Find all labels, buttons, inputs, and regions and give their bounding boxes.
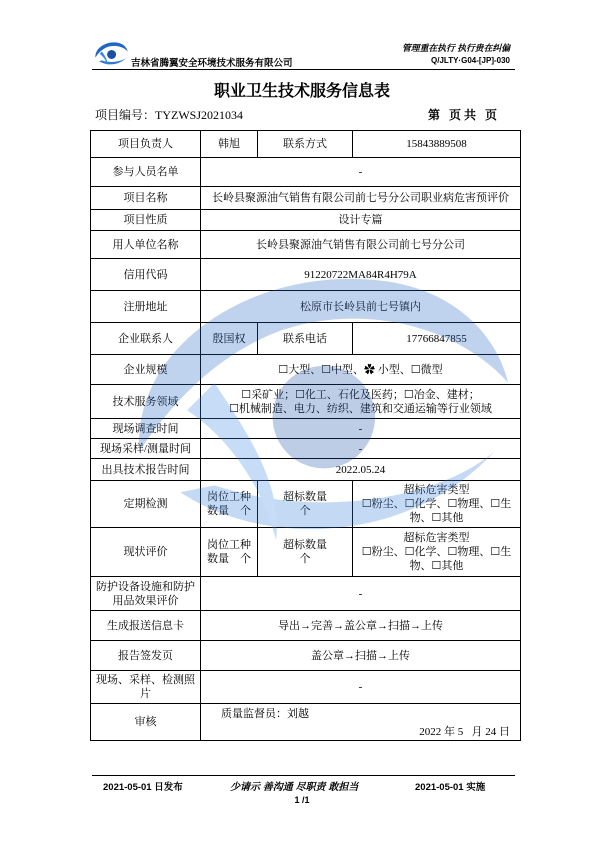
enterprise-phone-label: 联系电话 — [258, 323, 353, 355]
row-photos — [91, 671, 521, 704]
employer-label: 用人单位名称 — [91, 231, 201, 259]
report-time-value: 2022.05.24 — [201, 459, 521, 481]
row-survey-time — [91, 419, 521, 439]
status-hazard — [353, 528, 521, 577]
status-hazard-label: 超标危害类型 — [403, 532, 470, 544]
project-number-label: 项目编号： — [95, 108, 156, 122]
row-service-field — [91, 385, 521, 419]
enterprise-contact-value: 殷国权 — [201, 323, 258, 355]
participants-label: 参与人员名单 — [91, 158, 201, 187]
project-name-label: 项目名称 — [91, 187, 201, 210]
sign-page-value: 盖公章→扫描→上传 — [201, 641, 521, 671]
photos-value: - — [201, 671, 521, 704]
project-number — [95, 106, 243, 123]
periodic-posts — [201, 481, 258, 528]
review-cell — [201, 704, 521, 741]
row-status-evaluation — [91, 528, 521, 577]
periodic-exceed-unit: 个 — [299, 505, 311, 517]
company-name: 吉林省腾翼安全环境技术服务有限公司 — [131, 58, 293, 69]
review-supervisor: 质量监督员：刘越 — [221, 707, 309, 720]
scale-label: 企业规模 — [91, 355, 201, 385]
row-employer — [91, 231, 521, 259]
row-project-nature — [91, 210, 521, 231]
info-card-label: 生成报送信息卡 — [91, 611, 201, 641]
scale-options: ☐大型、☐中型、✿ 小型、☐微型 — [201, 355, 521, 385]
status-exceed-unit: 个 — [299, 553, 311, 565]
survey-time-value: - — [201, 419, 521, 439]
row-scale — [91, 355, 521, 385]
credit-code-value: 91220722MA84R4H79A — [201, 259, 521, 291]
footer-slogan: 少请示 善沟通 尽职责 敢担当 — [230, 782, 359, 793]
periodic-exceed — [258, 481, 353, 528]
row-address — [91, 291, 521, 323]
project-nature-value: 设计专篇 — [201, 210, 521, 231]
protection-evaluation-label: 防护设备设施和防护用品效果评价 — [91, 577, 201, 611]
row-enterprise-contact — [91, 323, 521, 355]
service-field-line1: ☐采矿业；☐化工、石化及医药；☐冶金、建材； — [241, 388, 480, 401]
credit-code-label: 信用代码 — [91, 259, 201, 291]
review-label: 审核 — [91, 704, 201, 741]
service-field-line2: ☐机械制造、电力、纺织、建筑和交通运输等行业领域 — [229, 402, 492, 415]
row-leader — [91, 131, 521, 158]
row-review — [91, 704, 521, 741]
page-count-label: 第 页 共 页 — [428, 108, 498, 122]
participants-value: - — [201, 158, 521, 187]
project-nature-label: 项目性质 — [91, 210, 201, 231]
status-exceed — [258, 528, 353, 577]
row-sampling-time — [91, 439, 521, 459]
row-report-time — [91, 459, 521, 481]
protection-evaluation-value: - — [201, 577, 521, 611]
page-title: 职业卫生技术服务信息表 — [213, 83, 390, 100]
periodic-posts-label: 岗位工种 — [207, 491, 251, 503]
periodic-detection-label: 定期检测 — [91, 481, 201, 528]
sampling-time-label: 现场采样/测量时间 — [91, 439, 201, 459]
header-divider — [92, 69, 515, 70]
service-field-options — [201, 385, 521, 419]
photos-label: 现场、采样、检测照片 — [91, 671, 201, 704]
row-project-name — [91, 187, 521, 210]
periodic-exceed-label: 超标数量 — [283, 491, 327, 503]
periodic-posts-count: 数量 个 — [207, 505, 251, 517]
leader-contact-label: 联系方式 — [258, 131, 353, 158]
status-exceed-label: 超标数量 — [283, 539, 327, 551]
review-date: 2022 年 5 月 24 日 — [419, 725, 510, 738]
enterprise-contact-label: 企业联系人 — [91, 323, 201, 355]
info-card-value: 导出→完善→盖公章→扫描→上传 — [201, 611, 521, 641]
footer-issued-date: 2021-05-01 日发布 — [103, 782, 183, 793]
info-table — [90, 130, 521, 741]
row-sign-page — [91, 641, 521, 671]
address-value: 松原市长岭县前七号镇内 — [201, 291, 521, 323]
service-field-label: 技术服务领域 — [91, 385, 201, 419]
status-posts-count: 数量 个 — [207, 553, 251, 565]
status-posts-label: 岗位工种 — [207, 539, 251, 551]
status-posts — [201, 528, 258, 577]
row-protection-evaluation — [91, 577, 521, 611]
periodic-hazard-options: ☐粉尘、☐化学、☐物理、☐生物、☐其他 — [361, 498, 512, 524]
enterprise-phone-value: 17766847855 — [353, 323, 521, 355]
survey-time-label: 现场调查时间 — [91, 419, 201, 439]
footer-page-number: 1 /1 — [294, 795, 310, 805]
row-info-card — [91, 611, 521, 641]
project-name-value: 长岭县聚源油气销售有限公司前七号分公司职业病危害预评价 — [201, 187, 521, 210]
footer-divider — [92, 775, 515, 776]
row-credit-code — [91, 259, 521, 291]
document-code: Q/JLTY·G04-[JP]-030 — [431, 56, 510, 65]
report-time-label: 出具技术报告时间 — [91, 459, 201, 481]
periodic-hazard — [353, 481, 521, 528]
header-motto: 管理重在执行 执行贵在纠偏 — [401, 43, 510, 53]
sign-page-label: 报告签发页 — [91, 641, 201, 671]
leader-contact-value: 15843889508 — [353, 131, 521, 158]
leader-label: 项目负责人 — [91, 131, 201, 158]
row-periodic-detection — [91, 481, 521, 528]
row-participants — [91, 158, 521, 187]
employer-value: 长岭县聚源油气销售有限公司前七号分公司 — [201, 231, 521, 259]
sampling-time-value: - — [201, 439, 521, 459]
footer-effective-date: 2021-05-01 实施 — [415, 782, 486, 793]
status-hazard-options: ☐粉尘、☐化学、☐物理、☐生物、☐其他 — [361, 546, 512, 572]
review-box — [203, 705, 518, 740]
leader-value: 韩旭 — [201, 131, 258, 158]
project-number-value: TYZWSJ2021034 — [155, 108, 244, 122]
periodic-hazard-label: 超标危害类型 — [403, 484, 470, 496]
address-label: 注册地址 — [91, 291, 201, 323]
company-logo — [93, 38, 129, 68]
status-evaluation-label: 现状评价 — [91, 528, 201, 577]
